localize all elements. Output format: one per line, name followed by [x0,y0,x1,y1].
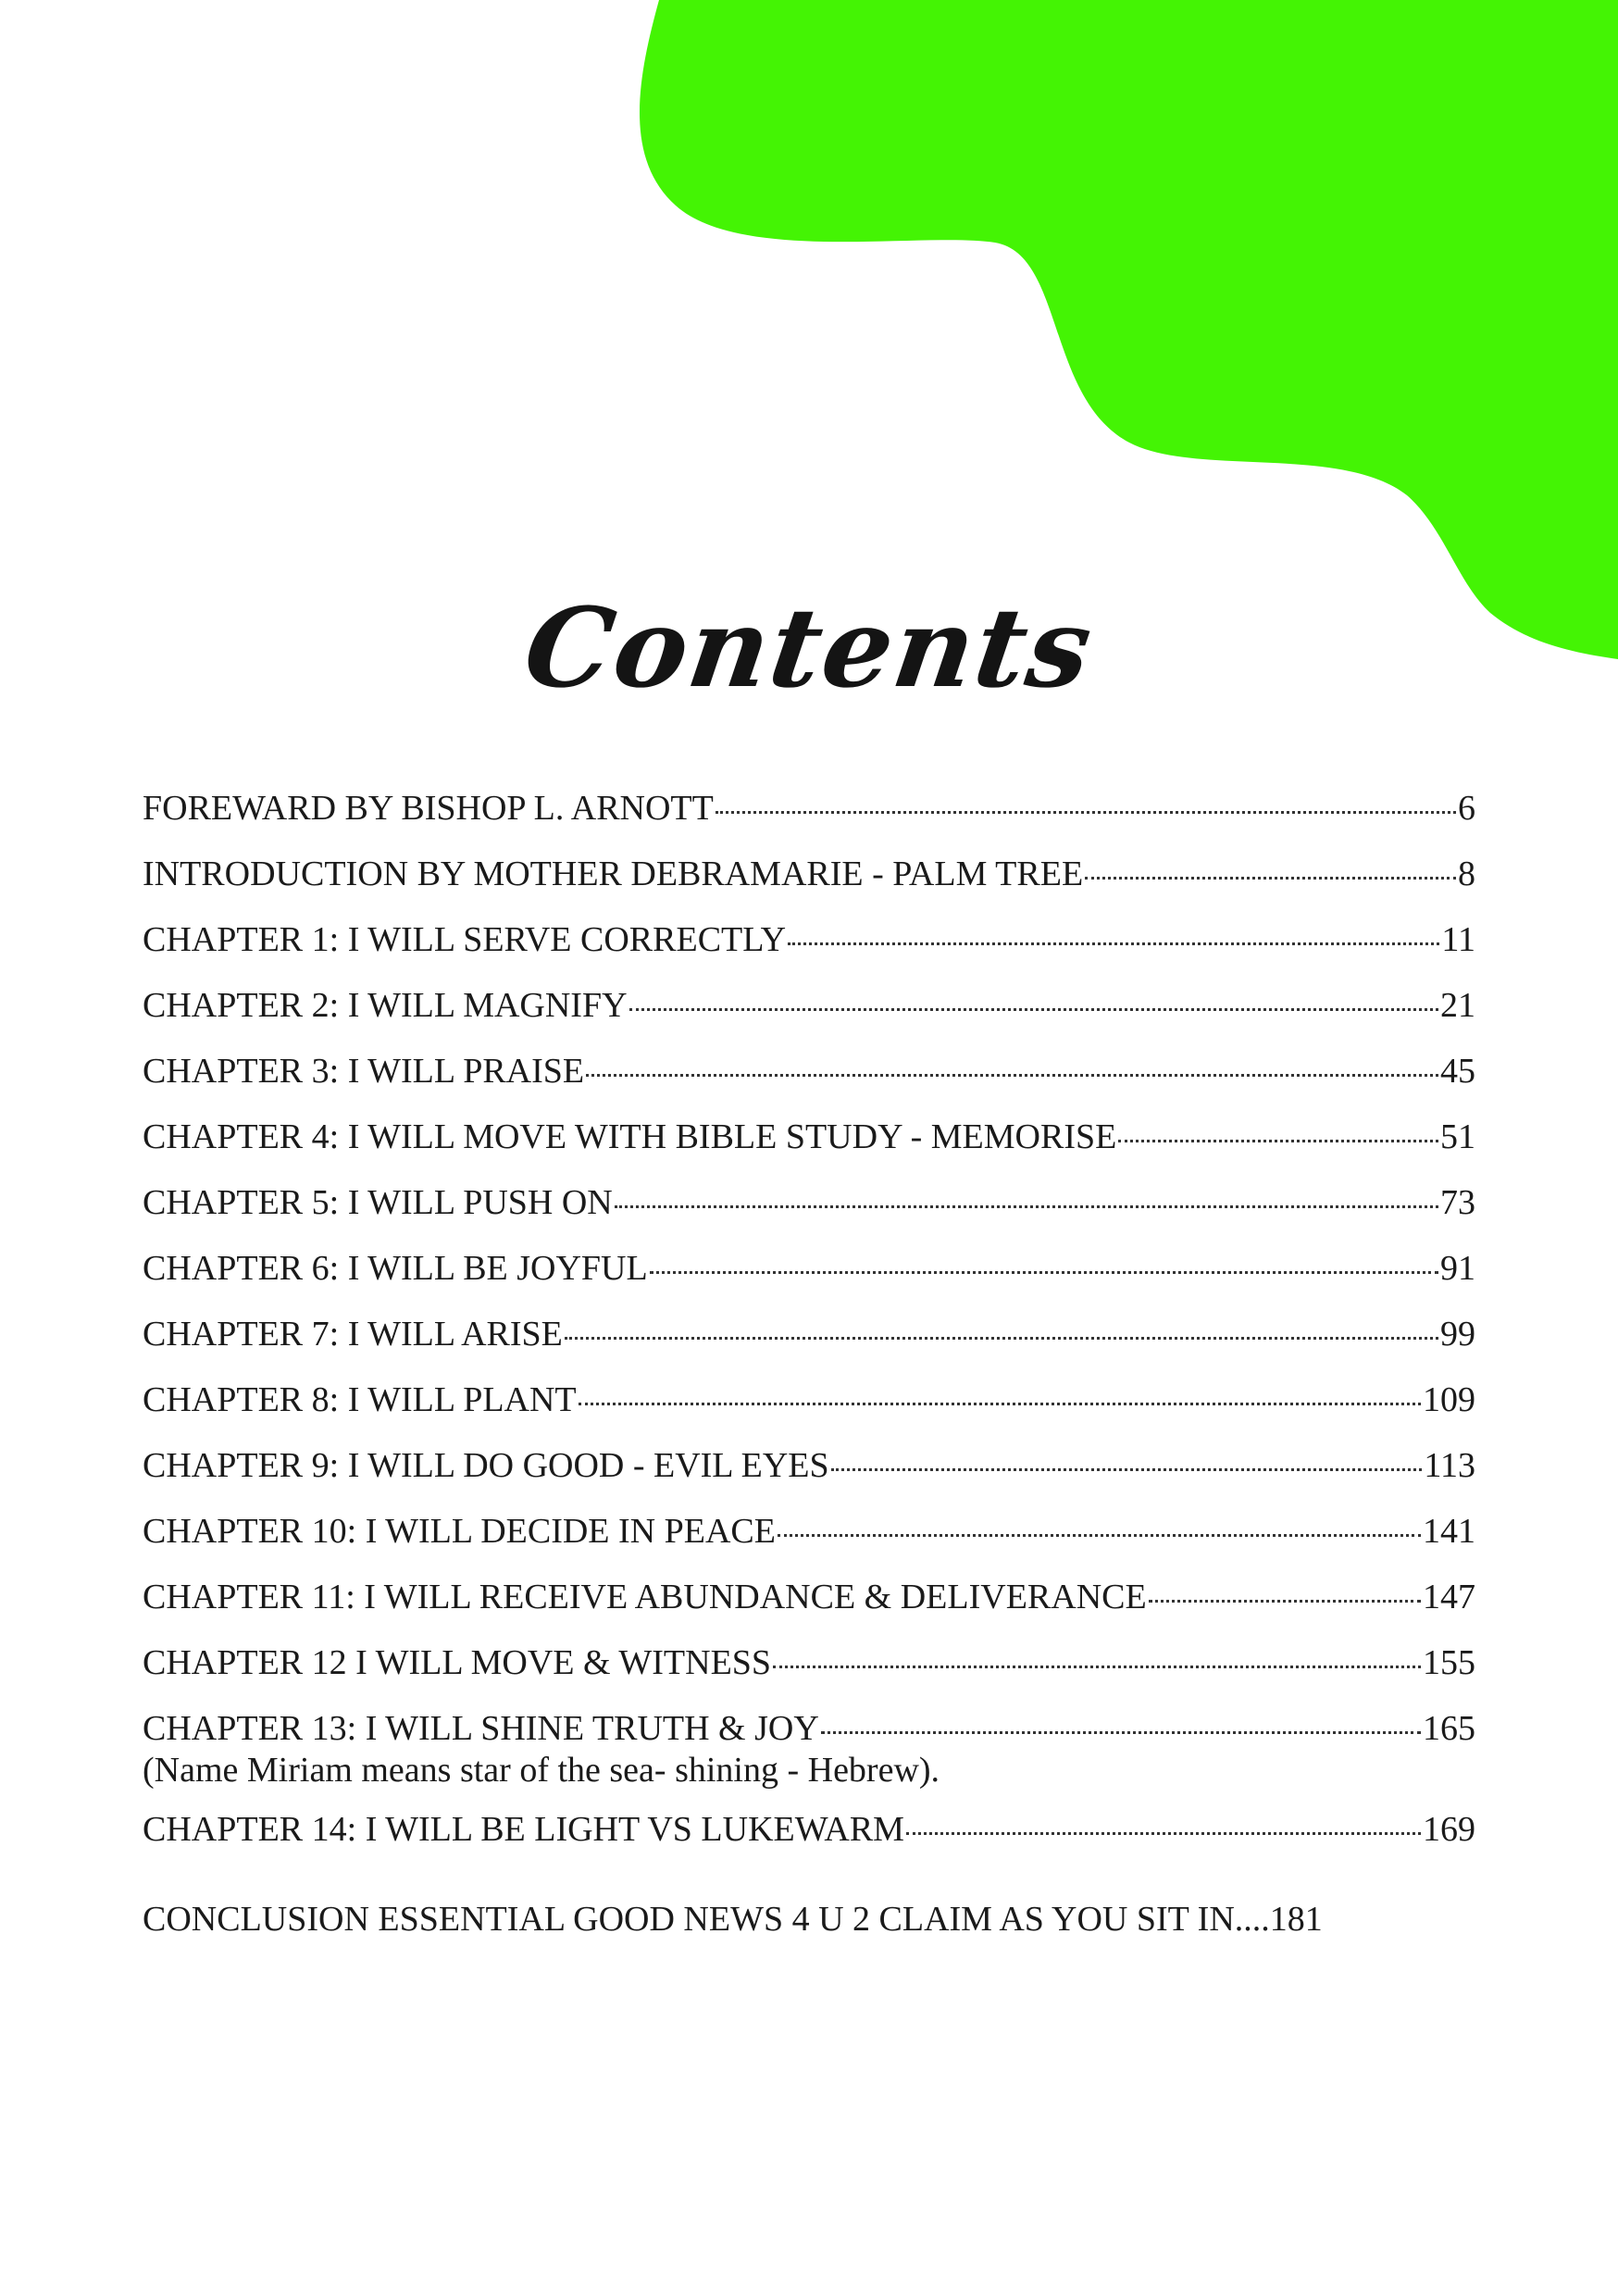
leader-dots [788,942,1439,945]
toc-entry-chapter-4[interactable] [143,1104,1475,1170]
toc-entry-label: CHAPTER 9: I WILL DO GOOD - EVIL EYES [143,1446,829,1485]
toc-entry-label: CHAPTER 8: I WILL PLANT [143,1380,577,1419]
toc-entry-page: 109 [1423,1380,1475,1419]
toc-entry-chapter-9[interactable] [143,1433,1475,1499]
toc-entry-conclusion[interactable]: CONCLUSION ESSENTIAL GOOD NEWS 4 U 2 CLAIM AS YOU SIT IN....181 [143,1900,1323,1939]
leader-dots [1149,1600,1421,1603]
toc-entry-chapter-12[interactable] [143,1630,1475,1696]
leader-dots [831,1468,1423,1471]
leader-dots [650,1271,1438,1274]
toc-entry-chapter-10[interactable] [143,1499,1475,1565]
toc-entry-label: CHAPTER 12 I WILL MOVE & WITNESS [143,1643,772,1682]
toc-entry-page: 45 [1440,1052,1475,1091]
leader-dots [1085,877,1456,880]
toc-entry-label: CHAPTER 11: I WILL RECEIVE ABUNDANCE & DELIVERANCE [143,1578,1147,1616]
toc-entry-page: 91 [1440,1249,1475,1288]
toc-entry-page: 21 [1440,986,1475,1025]
leader-dots [906,1832,1421,1835]
toc-entry-chapter-6[interactable] [143,1236,1475,1302]
leader-dots [778,1534,1421,1537]
toc-entry-page: 155 [1423,1643,1475,1682]
toc-entry-page: 51 [1440,1117,1475,1156]
toc-entry-page: 141 [1423,1512,1475,1551]
leader-dots [821,1731,1421,1734]
toc-entry-chapter-2[interactable] [143,973,1475,1039]
leader-dots [716,811,1456,814]
leader-dots [586,1074,1438,1077]
toc-entry-foreword[interactable] [143,776,1475,842]
toc-entry-label: CHAPTER 2: I WILL MAGNIFY [143,986,628,1025]
toc-entry-label: CHAPTER 10: I WILL DECIDE IN PEACE [143,1512,776,1551]
toc-entry-page: 73 [1440,1183,1475,1222]
toc-entry-page: 8 [1458,855,1475,893]
toc-entry-label: CHAPTER 6: I WILL BE JOYFUL [143,1249,648,1288]
toc-entry-chapter-1[interactable] [143,907,1475,973]
leader-dots [773,1666,1421,1668]
toc-entry-chapter-7[interactable] [143,1302,1475,1367]
chapter-13-note: (Name Miriam means star of the sea- shining - Hebrew). [143,1751,940,1790]
toc-entry-chapter-11[interactable] [143,1565,1475,1630]
toc-entry-chapter-3[interactable] [143,1039,1475,1104]
toc-entry-page: 113 [1424,1446,1475,1485]
table-of-contents [143,776,1475,1953]
toc-entry-label: FOREWARD BY BISHOP L. ARNOTT [143,789,714,828]
toc-entry-page: 6 [1458,789,1475,828]
toc-entry-label: CHAPTER 5: I WILL PUSH ON [143,1183,613,1222]
leader-dots [579,1403,1421,1405]
toc-entry-page: 169 [1423,1810,1475,1849]
page-title: Contents [517,583,1101,712]
toc-entry-label: CHAPTER 1: I WILL SERVE CORRECTLY [143,920,787,959]
toc-entry-chapter-5[interactable] [143,1170,1475,1236]
leader-dots [629,1008,1438,1011]
toc-entry-introduction[interactable] [143,842,1475,907]
toc-entry-label: INTRODUCTION BY MOTHER DEBRAMARIE - PALM TREE [143,855,1084,893]
toc-entry-chapter-8[interactable] [143,1367,1475,1433]
toc-entry-label: CHAPTER 7: I WILL ARISE [143,1315,563,1354]
leader-dots [615,1205,1438,1208]
toc-entry-page: 99 [1440,1315,1475,1354]
leader-dots [1118,1140,1438,1142]
leader-dots [565,1337,1438,1340]
toc-entry-page: 147 [1423,1578,1475,1616]
toc-entry-label: CHAPTER 3: I WILL PRAISE [143,1052,585,1091]
toc-entry-label: CHAPTER 4: I WILL MOVE WITH BIBLE STUDY - MEMORISE [143,1117,1117,1156]
toc-entry-label: CHAPTER 14: I WILL BE LIGHT VS LUKEWARM [143,1810,904,1849]
toc-entry-label: CHAPTER 13: I WILL SHINE TRUTH & JOY [143,1709,819,1748]
toc-entry-page: 165 [1423,1709,1475,1748]
toc-entry-chapter-14[interactable] [143,1797,1475,1863]
toc-entry-page: 11 [1441,920,1475,959]
